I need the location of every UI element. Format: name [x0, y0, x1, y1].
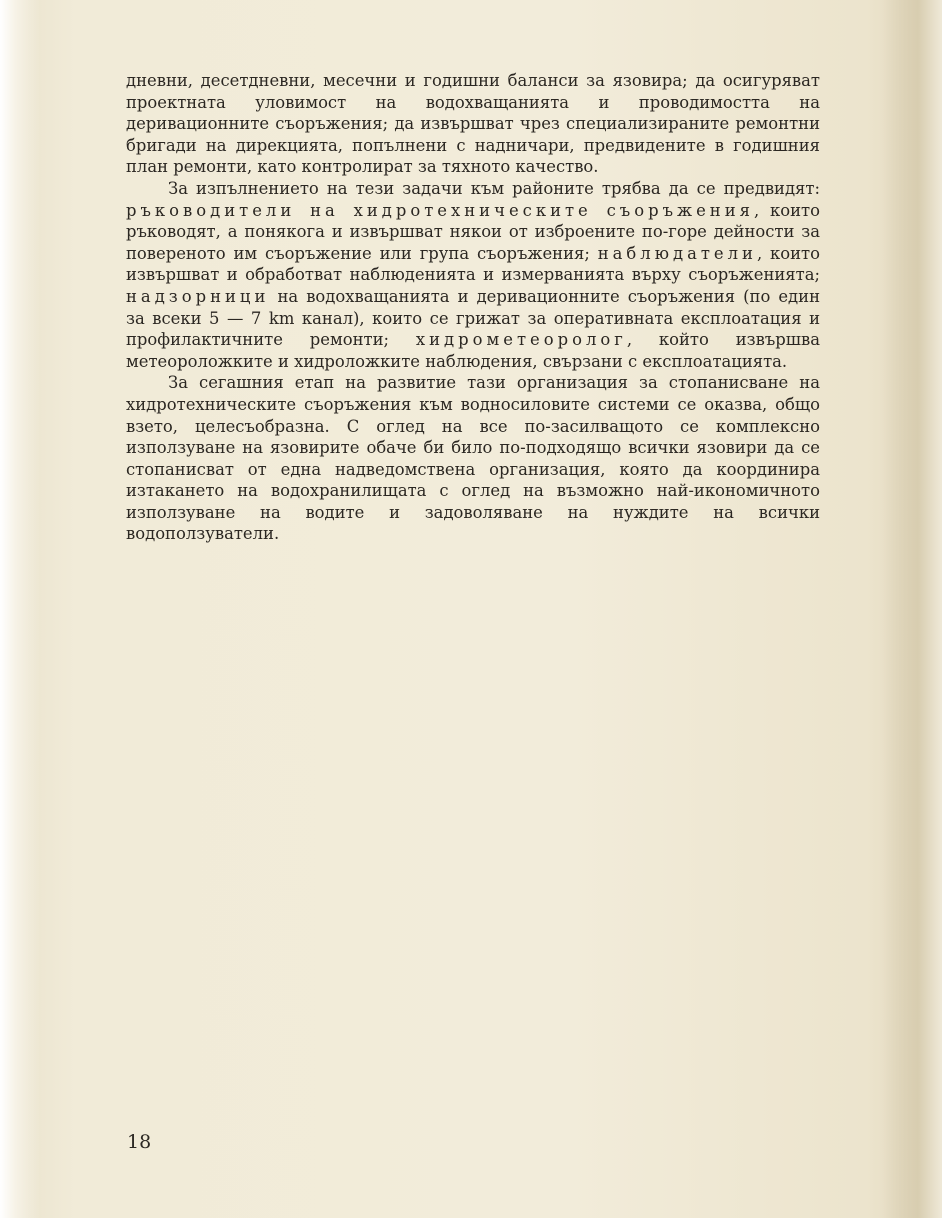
paragraph-3 — [126, 372, 820, 545]
term-hydrotechnical-managers: ръководители на хидротехническите съоръжения — [126, 200, 754, 220]
paragraph-2-text: , които извършват и обработват наблюденията и измерванията върху съоръженията; — [126, 243, 820, 285]
term-observers: наблюдатели — [597, 243, 757, 263]
body-text — [126, 70, 820, 545]
term-hydrometeorologist: хидрометеоролог — [415, 330, 627, 350]
paragraph-1 — [126, 70, 820, 178]
term-supervisors: надзорници — [126, 286, 270, 306]
page-left-edge — [0, 0, 40, 1218]
paragraph-2-text: на водохващанията и деривационните съоръжения (по един за всеки 5 — 7 km канал), които се грижат за оперативната експлоатация и профилактичните ремонти; — [126, 286, 820, 350]
paragraph-2-text: За изпълнението на тези задачи към районите трябва да се предвидят: — [168, 178, 820, 198]
page-right-edge — [882, 0, 942, 1218]
paragraph-2 — [126, 178, 820, 372]
paragraph-2-text: , които ръководят, а понякога и извършват някои от изброените по-горе дейности за повереното им съоръжение или група съоръжения; — [126, 200, 820, 263]
page-number: 18 — [127, 1131, 152, 1153]
paragraph-2-text: , който извършва метеороложките и хидроложките наблюдения, свързани с експлоатацията. — [126, 330, 820, 371]
paragraph-3-text: За сегашния етап на развитие тази организация за стопанисване на хидротехническите съоръжения към водносиловите системи се оказва, общо взето, целесъобразна. С оглед на все по-засилващото се комплексно използуване на язовирите обаче би било по-подходящо всички язовири да се стопанисват от една надведомствена организация, която да координира изтакането на водохранилищата с оглед на възможно най-икономичното използуване на водите и задоволяване на нуждите на всички водоползуватели. — [126, 373, 820, 544]
paragraph-1-text: дневни, десетдневни, месечни и годишни баланси за язовира; да осигуряват проектната уловимост на водохващанията и проводимостта на деривационните съоръжения; да извършват чрез специализираните ремонтни бригади на дирекцията, попълнени с надничари, предвидените в годишния план ремонти, като контролират за тяхното качество. — [126, 71, 820, 177]
